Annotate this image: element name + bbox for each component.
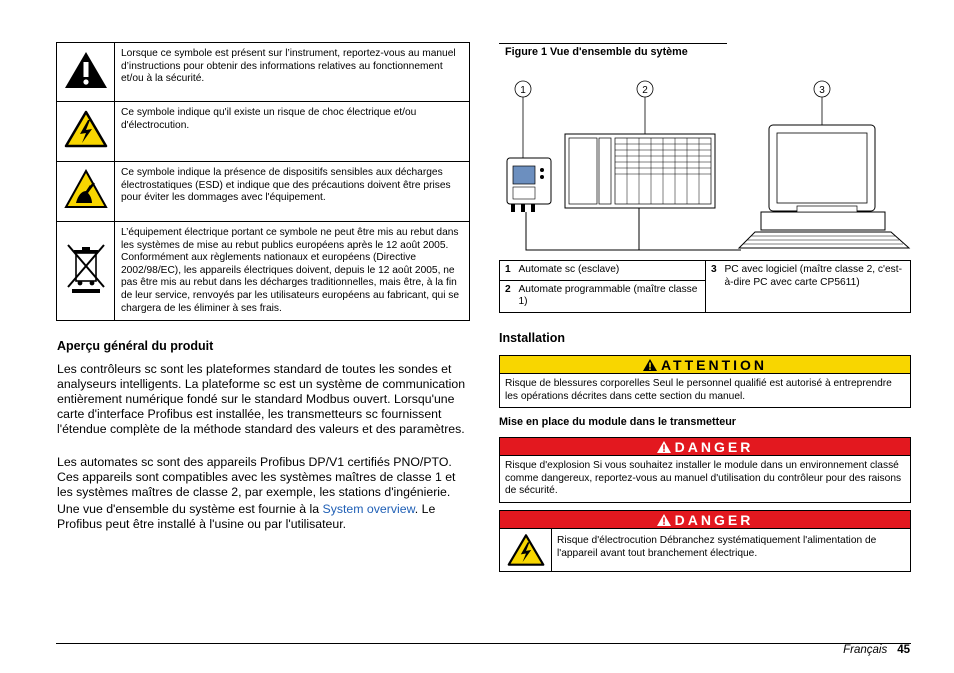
danger-notice-electrocution bbox=[499, 510, 911, 572]
danger-label: DANGER bbox=[674, 438, 754, 455]
overview-paragraph-3: Une vue d'ensemble du système est fournie à la System overview. Le Profibus peut être installé à l'usine ou par l'utilisateur. bbox=[57, 502, 436, 531]
attention-notice bbox=[499, 355, 911, 408]
plc-rack-device bbox=[565, 134, 715, 208]
system-overview-link[interactable]: System overview bbox=[322, 502, 415, 516]
footer-rule bbox=[56, 643, 911, 644]
footer-language: Français bbox=[843, 644, 888, 656]
legend-number: 2 bbox=[500, 280, 514, 312]
danger-label: DANGER bbox=[674, 511, 754, 528]
danger-explosion-text: Risque d'explosion Si vous souhaitez installer le module dans un environnement classé comme dangereux, reportez-vous au manuel d'utilisation du contrôleur pour des raisons de sécurité. bbox=[505, 460, 902, 497]
weee-crossed-bin-icon bbox=[57, 222, 115, 321]
legend-label: PC avec logiciel (maître classe 2, c'est-à-dire PC avec carte CP5611) bbox=[720, 261, 911, 313]
symbol-row bbox=[57, 43, 470, 102]
attention-bar bbox=[500, 356, 910, 374]
symbol-description: Lorsque ce symbole est présent sur l’instrument, reportez-vous au manuel d’instructions pour obtenir des informations relatives au fonctionnement et/ou à la sécurité. bbox=[115, 43, 470, 102]
callout-1 bbox=[515, 81, 531, 158]
legend-label: Automate programmable (maître classe 1) bbox=[514, 280, 706, 312]
warning-triangle-icon bbox=[643, 359, 657, 371]
warning-exclamation-icon bbox=[57, 43, 115, 102]
warning-triangle-icon bbox=[657, 514, 671, 526]
figure-rule bbox=[499, 43, 727, 44]
danger-bar bbox=[500, 511, 910, 529]
figure-title: Figure 1 Vue d'ensemble du sytème bbox=[505, 46, 688, 58]
esd-sensitive-icon bbox=[57, 162, 115, 222]
safety-symbols-table bbox=[56, 42, 470, 321]
page-footer bbox=[843, 644, 910, 656]
electrical-hazard-icon bbox=[500, 529, 552, 571]
overview-paragraph-2: Les automates sc sont des appareils Profibus DP/V1 certifiés PNO/PTO. Ces appareils sont compatibles avec les systèmes maîtres de classe 1 et les systèmes maîtres de classe 2, par exemple, les stations d'ingénierie. bbox=[57, 455, 456, 499]
page-number: 45 bbox=[897, 644, 910, 656]
symbol-row bbox=[57, 222, 470, 321]
symbol-row bbox=[57, 102, 470, 162]
symbol-row bbox=[57, 162, 470, 222]
callout-2 bbox=[637, 81, 653, 134]
legend-number: 3 bbox=[706, 261, 720, 313]
legend-number: 1 bbox=[500, 261, 514, 281]
svg-text:3: 3 bbox=[819, 85, 825, 96]
svg-text:1: 1 bbox=[520, 85, 526, 96]
figure-legend bbox=[499, 260, 911, 313]
system-overview-diagram bbox=[499, 74, 911, 254]
electrical-hazard-icon bbox=[57, 102, 115, 162]
attention-label: ATTENTION bbox=[660, 356, 768, 373]
danger-electrocution-text: Risque d'électrocution Débranchez systématiquement l'alimentation de l'appareil avant tout branchement électrique. bbox=[557, 535, 877, 559]
symbol-description: L’équipement électrique portant ce symbole ne peut être mis au rebut dans les systèmes de mise au rebut publics européens après le 12 août 2005. Conformément aux règlements nationaux et européens (Directive 2002/98/EC), les appareils électriques doivent, depuis le 12 août 2005, ne pas être mis au rebut dans les décharges traditionnelles, mais être, à la fin de leur service, renvoyés par les utilisateurs européens au fabricant, qui se chargera de les éliminer à ses frais. bbox=[115, 222, 470, 321]
warning-triangle-icon bbox=[657, 441, 671, 453]
sc-controller-device bbox=[507, 158, 551, 212]
symbol-description: Ce symbole indique qu'il existe un risque de choc électrique et/ou d'électrocution. bbox=[115, 102, 470, 162]
installation-subheading: Mise en place du module dans le transmetteur bbox=[499, 416, 736, 428]
pc-workstation bbox=[739, 125, 909, 248]
attention-text: Risque de blessures corporelles Seul le personnel qualifié est autorisé à entreprendre les opérations décrites dans cette section du manuel. bbox=[505, 378, 892, 402]
legend-label: Automate sc (esclave) bbox=[514, 261, 706, 281]
overview-paragraph-1: Les contrôleurs sc sont les plateformes standard de toutes les sondes et analyseurs intelligents. La plateforme sc est un système de communication entièrement numérique fondé sur le standard Modbus ouvert. Lorsqu'une carte d'interface Profibus est installée, les transmetteurs sc fournissent l'étendue complète de la méthode standard des valeurs et des paramètres. bbox=[57, 362, 466, 436]
svg-text:2: 2 bbox=[642, 85, 648, 96]
danger-bar bbox=[500, 438, 910, 456]
installation-heading: Installation bbox=[499, 331, 565, 345]
overview-heading: Aperçu général du produit bbox=[57, 339, 214, 353]
symbol-description: Ce symbole indique la présence de dispositifs sensibles aux décharges électrostatiques (ESD) et indique que des précautions doivent être prises pour éviter les dommages avec l'équipement. bbox=[115, 162, 470, 222]
danger-notice-explosion bbox=[499, 437, 911, 503]
callout-3 bbox=[814, 81, 830, 125]
